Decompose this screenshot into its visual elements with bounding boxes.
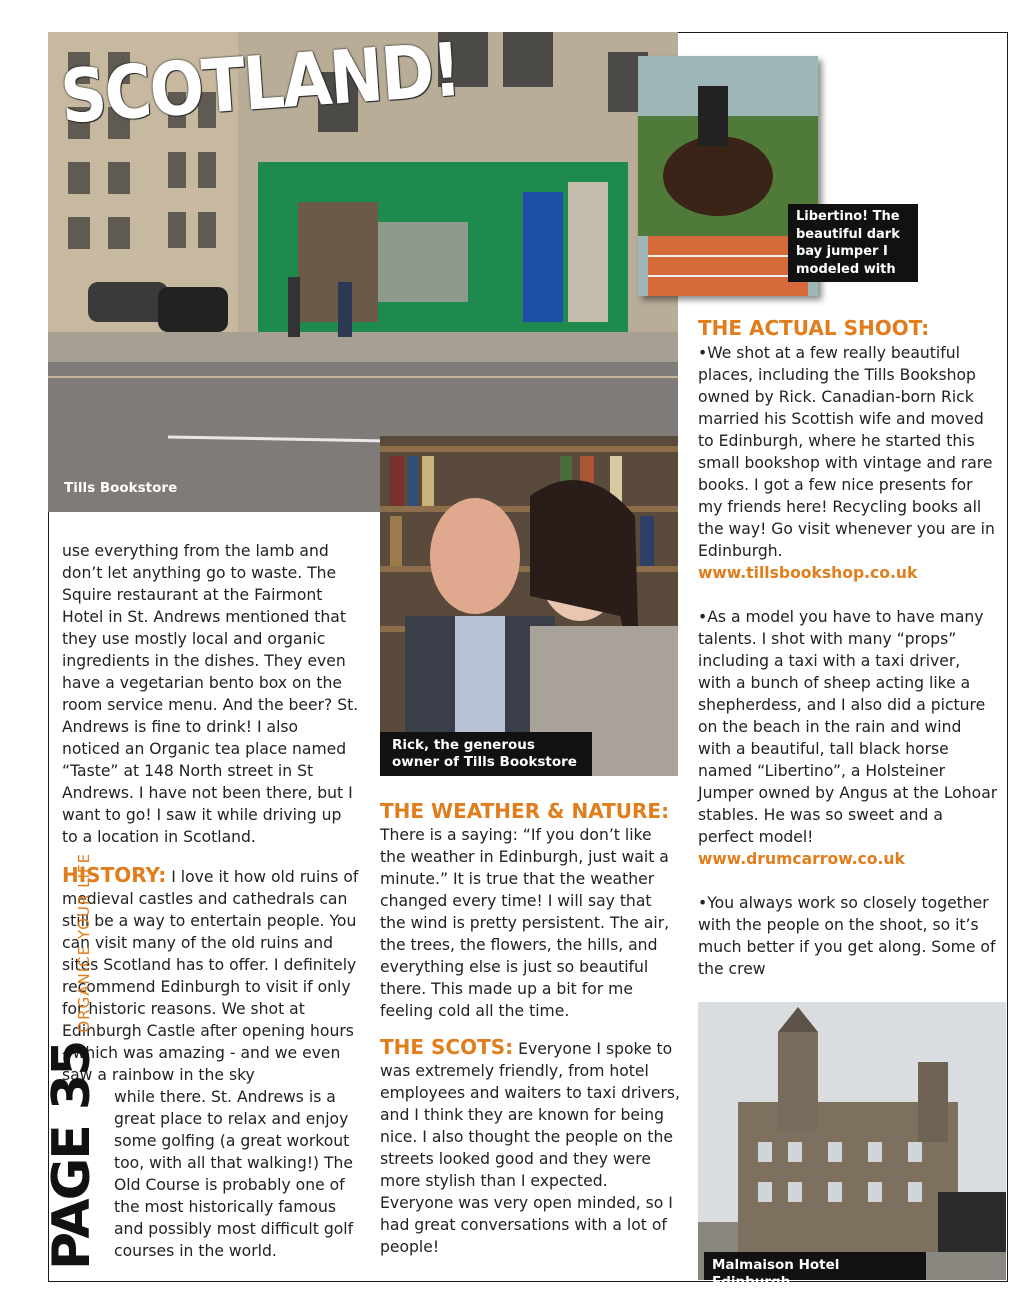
intro-paragraph: use everything from the lamb and don’t let anything go to waste. The Squire restaurant at the Fairmont Hotel in St. Andrews mentioned that they use mostly local and organic ingredients in the dishes. They even have a vegetarian bento box on the room service menu. And the beer? St. Andrews is fine to drink! I also noticed an Organic tea place named “Taste” at 148 North street in St Andrews. I have not been there, but I want to go! I saw it while driving up to a location in Scotland. — [62, 542, 359, 846]
drumcarrow-link[interactable]: www.drumcarrow.co.uk — [698, 850, 905, 868]
horse-caption: Libertino! The beautiful dark bay jumper I modeled with — [788, 204, 918, 282]
tillsbookshop-link[interactable]: www.tillsbookshop.co.uk — [698, 564, 918, 582]
page-title: SCOTLAND! — [58, 28, 463, 141]
middle-column — [380, 798, 680, 1258]
left-column — [62, 540, 360, 1262]
shoot-paragraph-3: •You always work so closely together with the people on the shoot, so it’s much better if you get along. Some of the crew — [698, 894, 996, 978]
rick-caption: Rick, the generous owner of Tills Bookstore — [380, 732, 592, 776]
weather-heading: THE WEATHER & NATURE: — [380, 799, 670, 823]
shoot-paragraph-1: •We shot at a few really beautiful places, including the Tills Bookshop owned by Rick. Canadian-born Rick married his Scottish wife and moved to Edinburgh, where he started this small bookshop with vintage and rare books. I got a few nice presents for my friends here! Recycling books all the way! Go visit whenever you are in Edinburgh. — [698, 344, 995, 560]
page-number: PAGE 35 — [42, 1041, 102, 1270]
shoot-paragraph-2: •As a model you have to have many talents. I shot with many “props” including a taxi with a taxi driver, with a bunch of sheep acting like a shepherdess, and I also did a picture on the beach in the rain and wind with a beautiful, tall black horse named “Libertino”, a Holsteiner Jumper owned by Angus at the Lohoar stables. He was so sweet and a perfect model! — [698, 608, 998, 846]
rick-photo — [380, 436, 678, 776]
history-paragraph-continued: while there. St. Andrews is a great place to relax and enjoy some golfing (a great workout too, with all that walking!) The Old Course is probably one of the most historically famous and possibly most difficult golf courses in the world. — [114, 1088, 354, 1260]
right-column — [698, 314, 998, 980]
weather-text: There is a saying: “If you don’t like the weather in Edinburgh, just wait a minute.” It is true that the weather changed every time! I will say that the wind is pretty persistent. The air, the trees, the flowers, the hills, and everything else is just so beautiful there. This made up a bit for me feeling cold all the time. — [380, 826, 670, 1020]
scots-paragraph — [380, 1036, 680, 1258]
history-heading: HISTORY: — [62, 863, 167, 887]
scots-text: Everyone I spoke to was extremely friendly, from hotel employees and waiters to taxi drivers, and I think they are known for being nice. I also thought the people on the streets looked good and they were more stylish than I expected. Everyone was very open minded, so I had great conversations with a lot of people! — [380, 1040, 680, 1256]
hotel-caption: Malmaison Hotel Edinburgh — [704, 1252, 926, 1280]
page-number-label — [42, 853, 102, 1270]
scots-heading: THE SCOTS: — [380, 1035, 514, 1059]
bookstore-caption: Tills Bookstore — [64, 480, 178, 496]
history-paragraph — [62, 864, 360, 1086]
shoot-heading: THE ACTUAL SHOOT: — [698, 316, 930, 340]
hotel-photo — [698, 1002, 1006, 1280]
section-label: ORGANICE YOUR LIFE — [75, 852, 93, 1033]
history-text: I love it how old ruins of medieval castles and cathedrals can still be a way to entertain people. You can visit many of the old ruins and sites Scotland has to offer. I definitely recommend Edinburgh to visit if only for historic reasons. We shot at Edinburgh Castle after opening hours - which was amazing - and we even saw a rainbow in the sky — [62, 868, 359, 1084]
